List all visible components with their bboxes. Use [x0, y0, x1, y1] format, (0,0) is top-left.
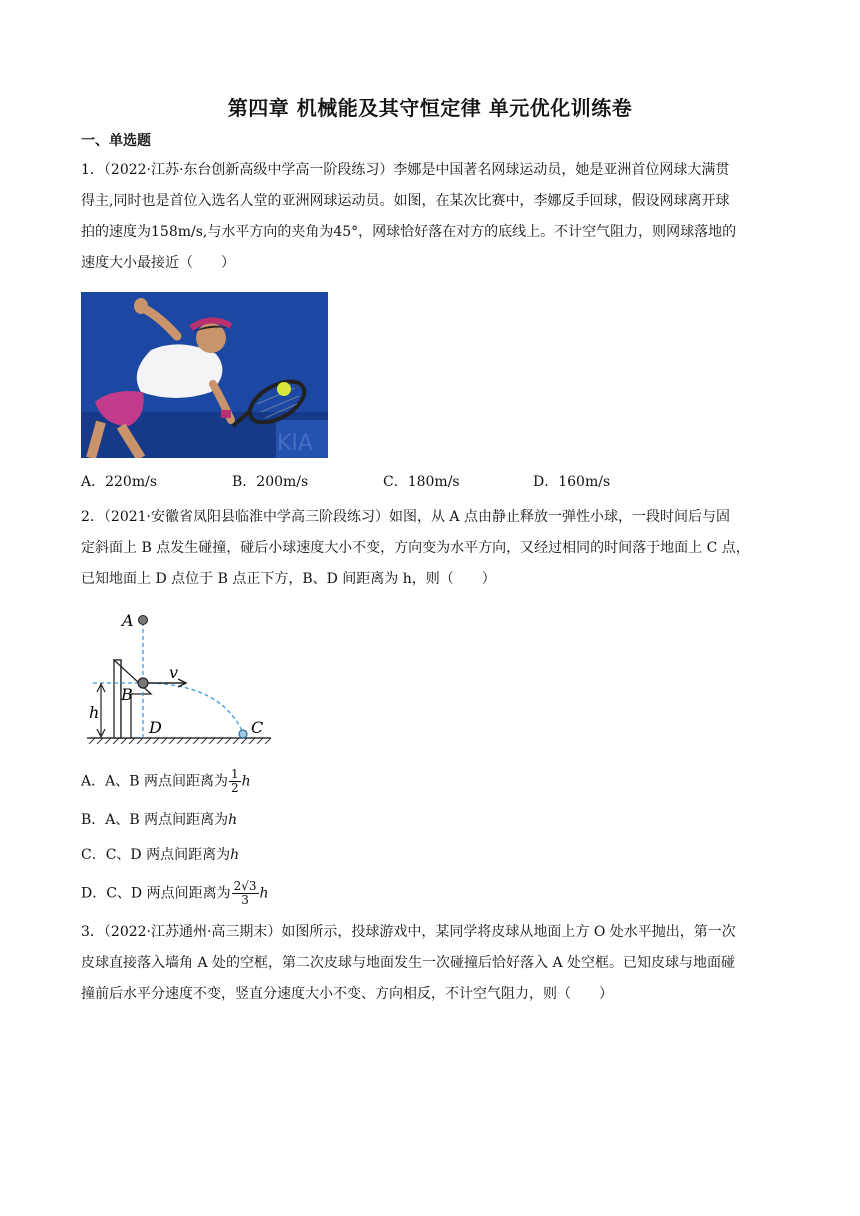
frac-num: 1 — [230, 767, 239, 781]
tennis-player-photo — [81, 292, 328, 458]
q1-line-4: 速度大小最接近（ ） — [81, 255, 235, 271]
diagram-svg — [81, 608, 281, 748]
q3-line-1: 3．（2022·江苏通州·高三期末）如图所示，投球游戏中，某同学将皮球从地面上方 O 处水平抛出，第一次 — [81, 924, 736, 940]
q2-option-b-text: B．A、B 两点间距离为 — [81, 812, 229, 828]
section-heading: 一、单选题 — [81, 133, 151, 149]
svg-text:KIA: KIA — [277, 431, 313, 456]
q2-line-1: 2．（2021·安徽省凤阳县临淮中学高三阶段练习）如图，从 A 点由静止释放一弹性小球，一段时间后与固 — [81, 509, 730, 525]
q3-line-2: 皮球直接落入墙角 A 处的空框，第二次皮球与地面发生一次碰撞后恰好落入 A 处空框。已知皮球与地面碰 — [81, 955, 736, 971]
q2-option-d[interactable] — [81, 880, 269, 907]
question-2-text — [81, 502, 781, 595]
q1-line-3: 拍的速度为158m/s,与水平方向的夹角为45°，网球恰好落在对方的底线上。不计空气阻力，则网球落地的 — [81, 224, 737, 240]
q2-option-a[interactable] — [81, 768, 251, 795]
var-h: h — [241, 773, 251, 790]
q2-option-d-text: D．C、D 两点间距离为 — [81, 885, 231, 902]
fraction-one-half — [229, 768, 241, 795]
q2-line-3: 已知地面上 D 点位于 B 点正下方，B、D 间距离为 h，则（ ） — [81, 571, 496, 587]
projectile-diagram — [81, 608, 281, 748]
q1-line-1: 1．（2022·江苏·东台创新高级中学高一阶段练习）李娜是中国著名网球运动员，她是亚洲首位网球大满贯 — [81, 162, 730, 178]
q1-option-a[interactable]: A．220m/s — [81, 474, 158, 490]
q2-option-b[interactable] — [81, 808, 237, 832]
label-d: D — [149, 718, 162, 737]
question-3-text — [81, 917, 781, 1010]
label-v: v — [169, 663, 179, 682]
tennis-photo-illustration — [81, 292, 328, 458]
fraction-two-root3-over-3 — [232, 880, 259, 907]
q1-line-2: 得主,同时也是首位入选名人堂的亚洲网球运动员。如图，在某次比赛中，李娜反手回球，假设网球离开球 — [81, 193, 730, 209]
frac-num: 2√3 — [233, 879, 257, 893]
label-a: A — [122, 611, 134, 630]
frac-den: 2 — [230, 781, 239, 795]
question-1-text — [81, 155, 781, 279]
q1-options — [81, 470, 781, 494]
q1-option-b[interactable]: B．200m/s — [232, 474, 309, 490]
q2-option-c[interactable] — [81, 843, 239, 867]
frac-den: 3 — [241, 893, 249, 907]
q1-option-d[interactable]: D．160m/s — [533, 474, 611, 490]
q2-line-2: 定斜面上 B 点发生碰撞，碰后小球速度大小不变，方向变为水平方向，又经过相同的时间落于地面上 C 点， — [81, 540, 750, 556]
var-h: h — [230, 847, 240, 863]
q2-option-a-text: A．A、B 两点间距离为 — [81, 773, 228, 790]
q2-option-c-text: C．C、D 两点间距离为 — [81, 847, 231, 863]
var-h: h — [259, 885, 269, 902]
q1-option-c[interactable]: C．180m/s — [383, 474, 460, 490]
q3-line-3: 撞前后水平分速度不变，竖直分速度大小不变、方向相反，不计空气阻力，则（ ） — [81, 986, 613, 1002]
label-h: h — [89, 703, 100, 722]
page-title: 第四章 机械能及其守恒定律 单元优化训练卷 — [227, 96, 633, 120]
var-h: h — [228, 812, 238, 828]
label-c: C — [251, 718, 264, 737]
label-b: B — [121, 685, 133, 704]
